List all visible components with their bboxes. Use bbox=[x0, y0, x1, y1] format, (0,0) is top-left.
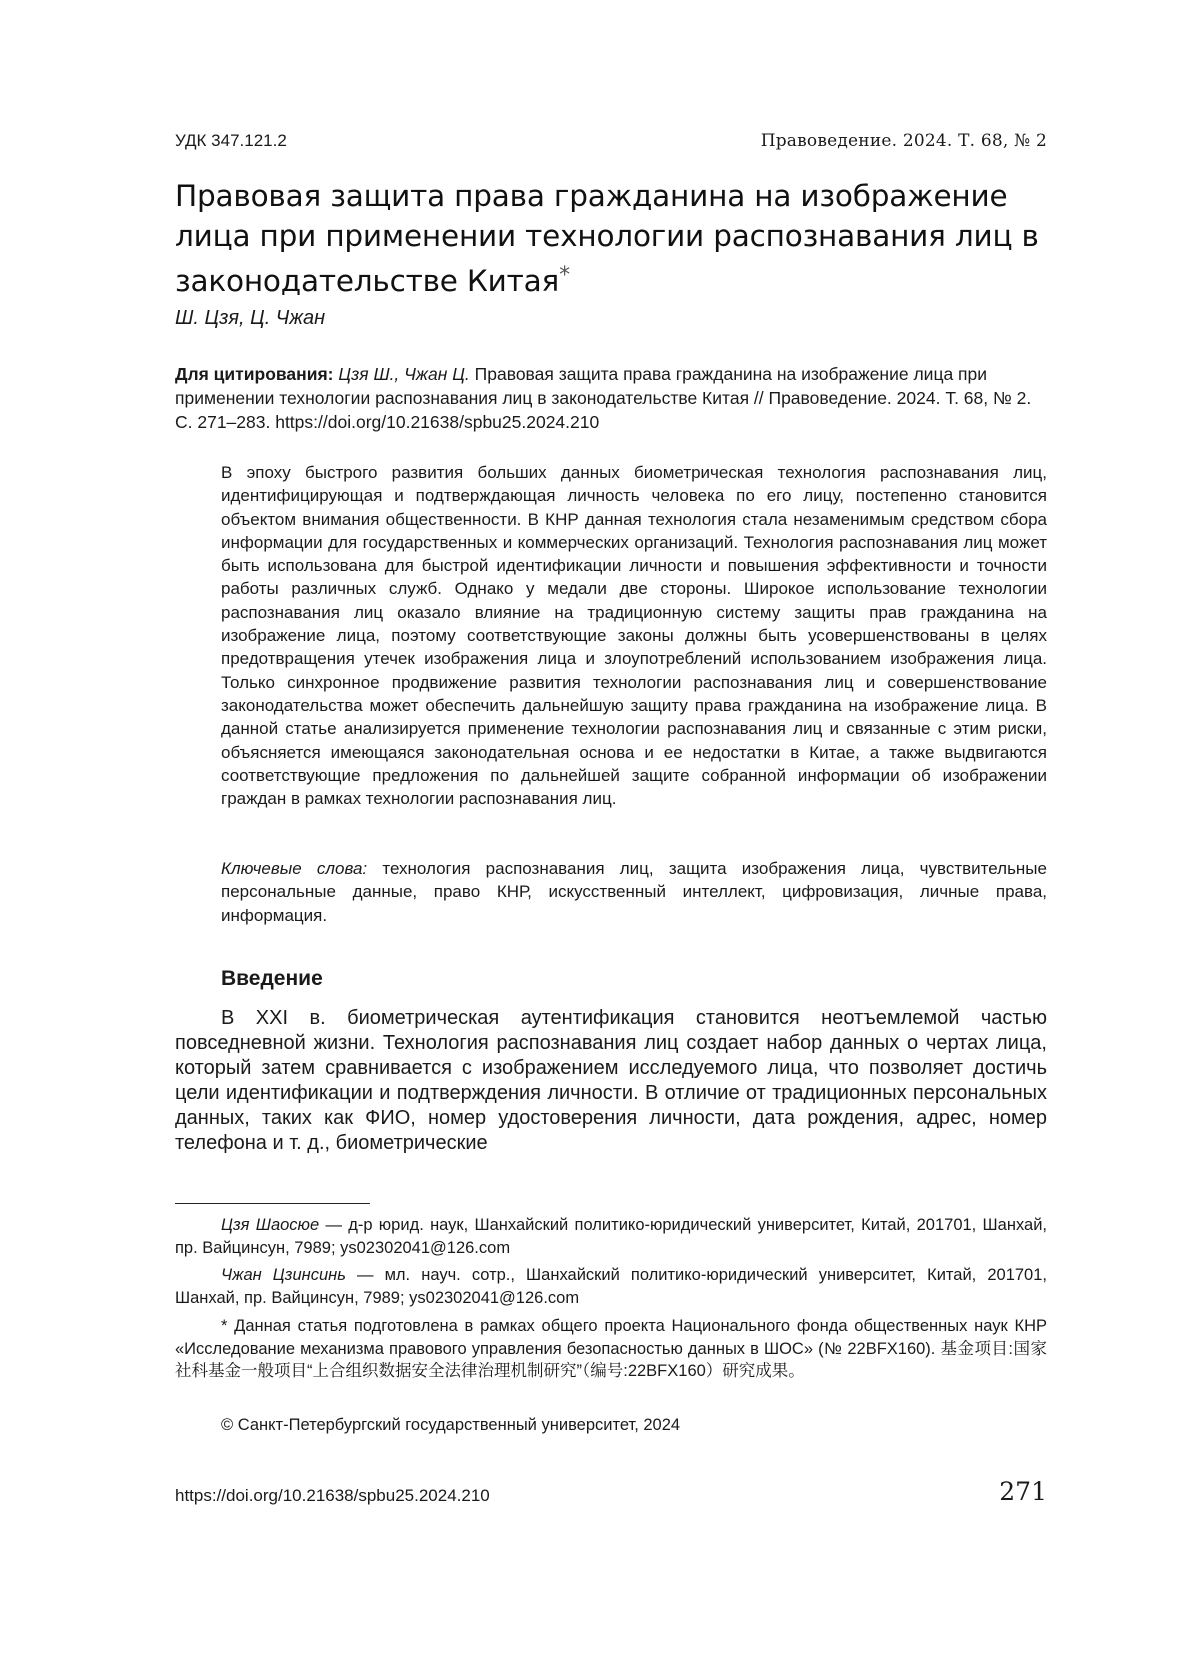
article-title-text: Правовая защита права гражданина на изображение лица при применении технологии распознавания лиц в законодательстве Китая bbox=[175, 179, 1039, 298]
footnote-author-2 bbox=[175, 1264, 1047, 1309]
keywords bbox=[221, 857, 1047, 927]
footnote-author-1 bbox=[175, 1214, 1047, 1259]
copyright-notice: © Санкт-Петербургский государственный университет, 2024 bbox=[221, 1416, 680, 1435]
keywords-list: технология распознавания лиц, защита изображения лица, чувствительные персональные данные, право КНР, искусственный интеллект, цифровизация, личные права, информация. bbox=[221, 859, 1047, 925]
introduction-paragraph: В XXI в. биометрическая аутентификация становится неотъемлемой частью повседневной жизни. Технология распознавания лиц создает набор данных о чертах лица, который затем сравнивается с изображением исследуемого лица, что позволяет достичь цели идентификации и подтверждения личности. В отличие от традиционных персональных данных, таких как ФИО, номер удостоверения личности, дата рождения, адрес, номер телефона и т. д., биометрические bbox=[175, 1006, 1047, 1156]
abstract: В эпоху быстрого развития больших данных биометрическая технология распознавания лиц, идентифицирующая и подтверждающая личность человека по его лицу, постепенно становится объектом внимания общественности. В КНР данная технология стала незаменимым средством сбора информации для государственных и коммерческих организаций. Технология распознавания лиц может быть использована для быстрой идентификации личности и повышения эффективности и точности работы различных служб. Однако у медали две стороны. Широкое использование технологии распознавания лиц оказало влияние на традиционную систему защиты прав гражданина на изображение лица, поэтому соответствующие законы должны быть усовершенствованы в целях предотвращения утечек изображения лица и злоупотреблений использованием изображения лица. Только синхронное продвижение развития технологии распознавания лиц и совершенствование законодательства может обеспечить дальнейшую защиту права гражданина на изображение лица. В данной статье анализируется применение технологии распознавания лиц и связанные с этим риски, объясняется имеющаяся законодательная основа и ее недостатки в Китае, а также выдвигаются соответствующие предложения по дальнейшей защите собранной информации об изображении граждан в рамках технологии распознавания лиц. bbox=[221, 461, 1047, 810]
footnote-divider bbox=[175, 1203, 370, 1204]
footnote-funding: * Данная статья подготовлена в рамках общего проекта Национального фонда общественных наук КНР «Исследование механизма правового управления безопасностью данных в ШОС» (№ 22BFX160). 基金项目:国家社科基金一般项目“上合组织数据安全法律治理机制研究”（编号:22BFX160）研究成果。 bbox=[175, 1315, 1047, 1383]
article-title bbox=[175, 176, 1055, 301]
citation-text: Правовая защита права гражданина на изображение лица при применении технологии распознавания лиц в законодательстве Китая // Правоведение. 2024. Т. 68, № 2. С. 271–283. https://doi.org/10.21638/spbu25.2024.210 bbox=[175, 364, 1031, 432]
footnote-author-2-text: — мл. науч. сотр., Шанхайский политико-юридический университет, Китай, 201701, Шанхай, пр. Вайцинсун, 7989; ys02302041@126.com bbox=[175, 1266, 1047, 1307]
section-heading-introduction: Введение bbox=[221, 967, 323, 991]
journal-reference: Правоведение. 2024. Т. 68, № 2 bbox=[761, 131, 1047, 151]
paper-page bbox=[0, 0, 1200, 1655]
page-number: 271 bbox=[999, 1477, 1047, 1506]
udk-code: УДК 347.121.2 bbox=[175, 131, 287, 151]
footnote-author-1-text: — д-р юрид. наук, Шанхайский политико-юридический университет, Китай, 201701, Шанхай, пр. Вайцинсун, 7989; ys02302041@126.com bbox=[175, 1216, 1047, 1257]
citation-authors: Цзя Ш., Чжан Ц. bbox=[338, 364, 469, 384]
title-footnote-mark: * bbox=[559, 263, 570, 288]
footnote-author-1-name: Цзя Шаосюе bbox=[221, 1216, 319, 1234]
doi-link[interactable]: https://doi.org/10.21638/spbu25.2024.210 bbox=[175, 1486, 490, 1506]
keywords-label: Ключевые слова: bbox=[221, 859, 367, 878]
citation-label: Для цитирования: bbox=[175, 364, 334, 384]
footnote-author-2-name: Чжан Цзинсинь bbox=[221, 1266, 346, 1284]
article-authors: Ш. Цзя, Ц. Чжан bbox=[175, 307, 325, 330]
citation-block bbox=[175, 362, 1047, 434]
